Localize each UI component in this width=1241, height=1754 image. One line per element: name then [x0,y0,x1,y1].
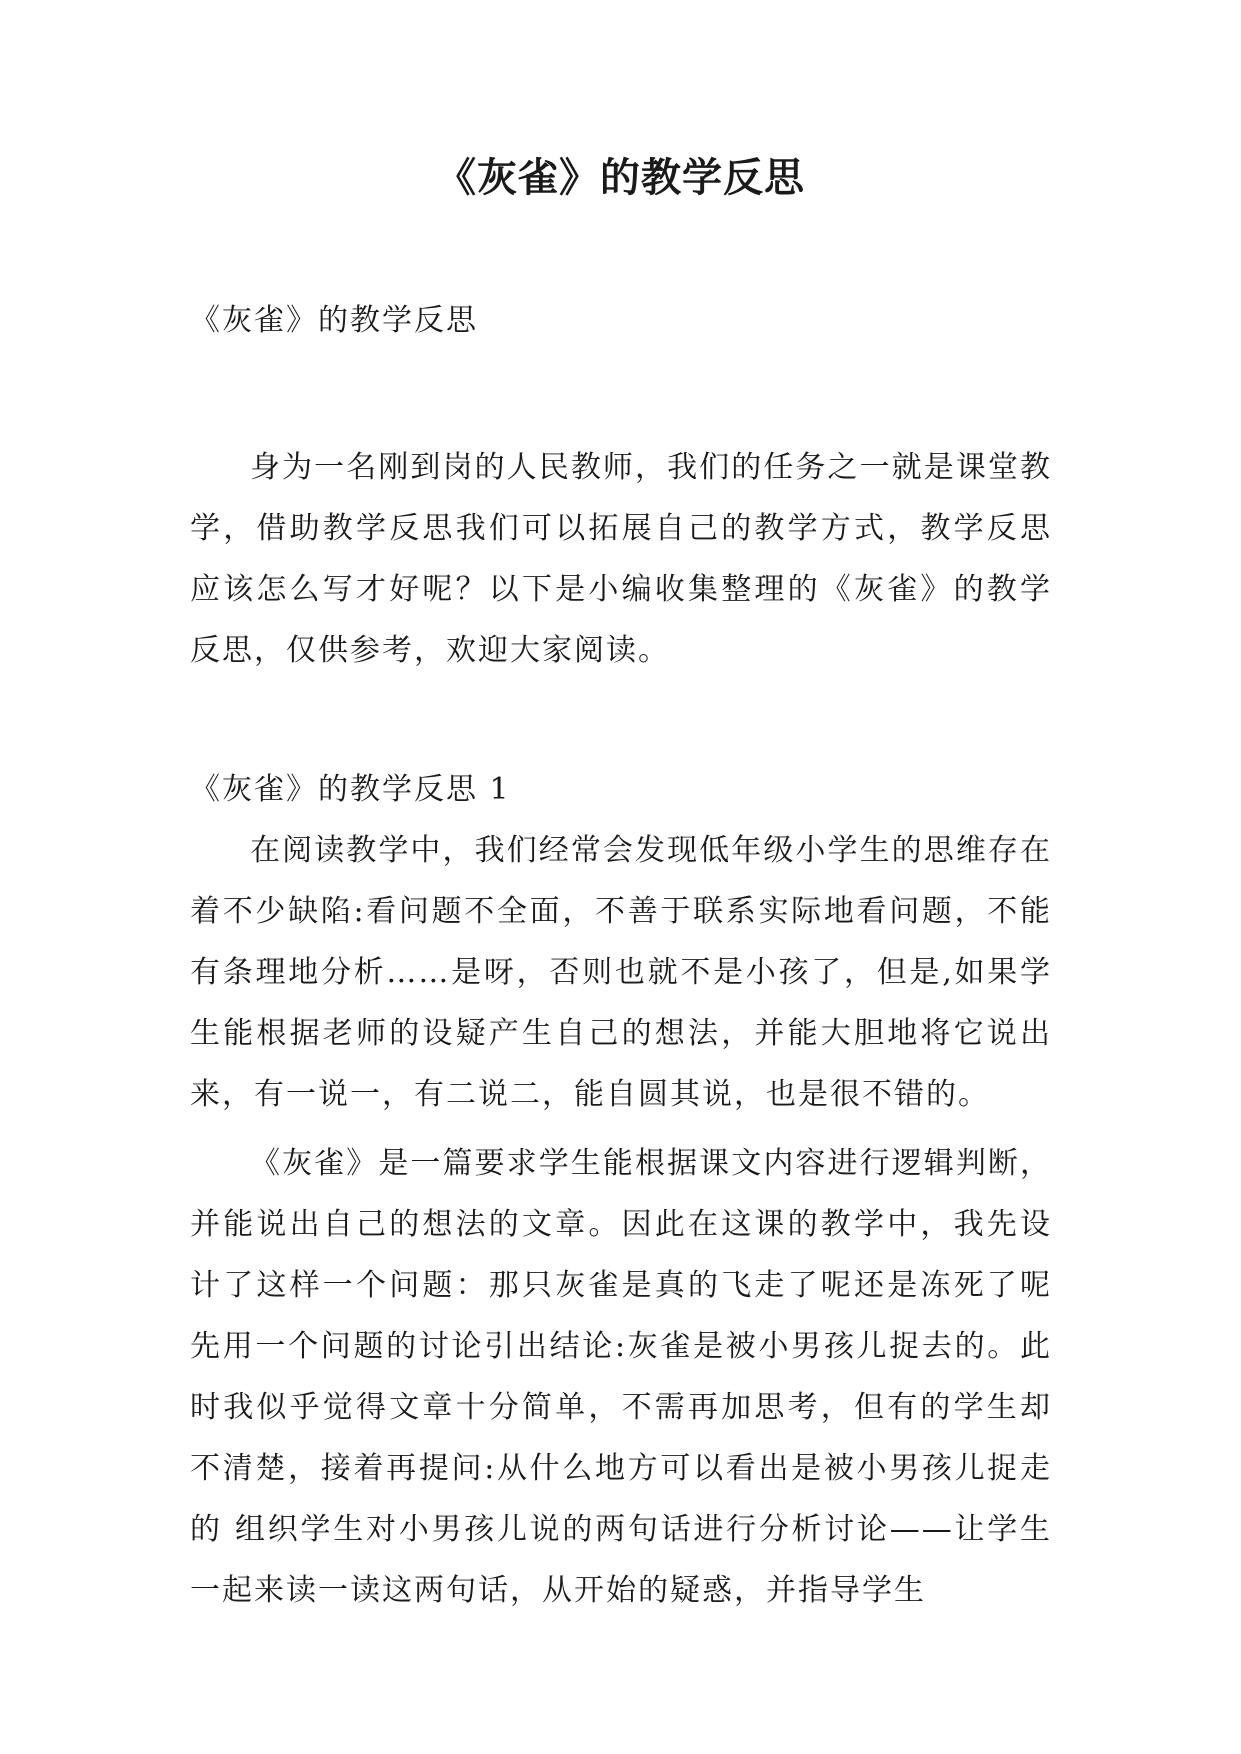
spacer [190,1125,1052,1133]
document-title: 《灰雀》的教学反思 [436,155,805,201]
body-paragraph: 在阅读教学中，我们经常会发现低年级小学生的思维存在着不少缺陷:看问题不全面，不善于联系实际地看问题，不能有条理地分析……是呀，否则也就不是小孩了，但是,如果学生能根据老师的设疑产生自己的想法，并能大胆地将它说出来，有一说一，有二说二，能自圆其说，也是很不错的。 [190,833,1052,1112]
spacer [190,681,1052,759]
section-heading: 《灰雀》的教学反思 1 [190,772,511,807]
subtitle: 《灰雀》的教学反思 [190,303,478,338]
intro-paragraph: 身为一名刚到岗的人民教师，我们的任务之一就是课堂教学，借助教学反思我们可以拓展自己的教学方式，教学反思应该怎么写才好呢？以下是小编收集整理的《灰雀》的教学反思，仅供参考，欢迎大家阅读。 [190,450,1052,668]
body-paragraph: 《灰雀》是一篇要求学生能根据课文内容进行逻辑判断，并能说出自己的想法的文章。因此在这课的教学中，我先设计了这样一个问题：那只灰雀是真的飞走了呢还是冻死了呢先用一个问题的讨论引出结论:灰雀是被小男孩儿捉去的。此时我似乎觉得文章十分简单，不需再加思考，但有的学生却不清楚，接着再提问:从什么地方可以看出是被小男孩儿捉走的 组织学生对小男孩儿说的两句话进行分析讨论——让学生一起来读一读这两句话，从开始的疑惑，并指导学生 [190,1146,1052,1608]
document-body [190,290,1052,1621]
spacer [190,351,1052,437]
